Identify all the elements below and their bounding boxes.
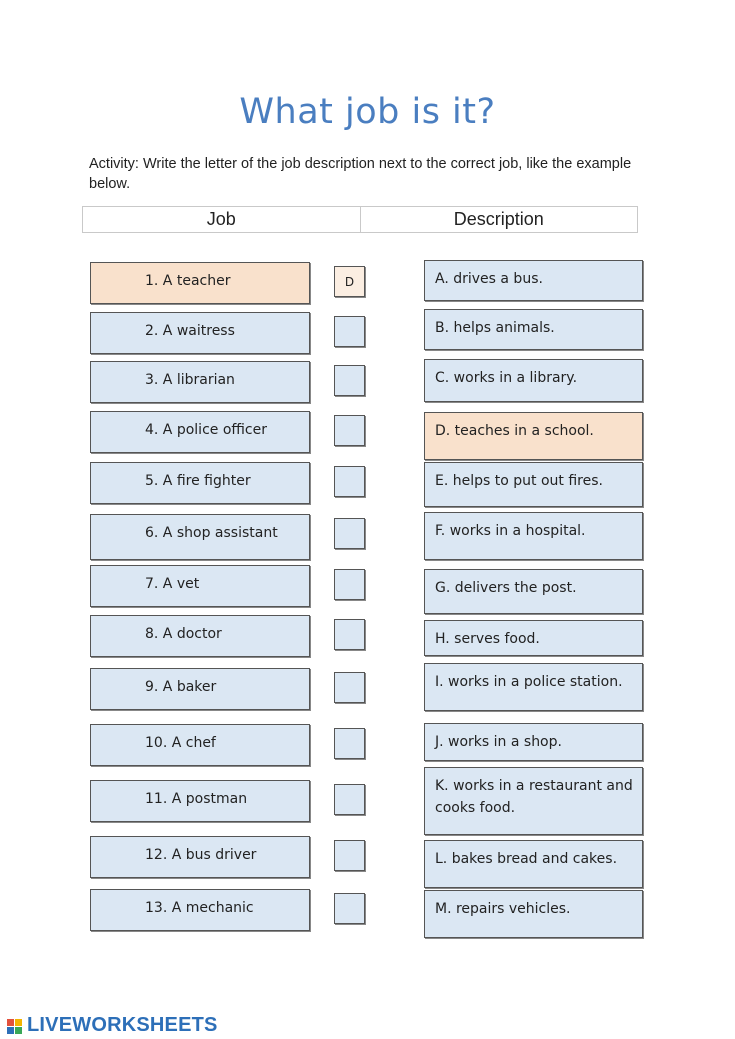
description-text: F. works in a hospital.	[435, 523, 586, 539]
job-item	[90, 514, 310, 560]
description-text: E. helps to put out fires.	[435, 473, 603, 489]
job-label: 3. A librarian	[145, 372, 235, 388]
page-title: What job is it?	[239, 92, 496, 132]
table-header	[82, 206, 638, 233]
description-item	[424, 462, 643, 507]
description-text: L. bakes bread and cakes.	[435, 851, 618, 867]
description-text: B. helps animals.	[435, 320, 555, 336]
answer-input[interactable]	[334, 619, 365, 650]
job-label: 11. A postman	[145, 791, 248, 807]
description-text: I. works in a police station.	[435, 674, 623, 690]
job-label: 7. A vet	[145, 576, 200, 592]
job-item	[90, 361, 310, 403]
description-text: C. works in a library.	[435, 370, 578, 386]
description-item	[424, 412, 643, 460]
job-label: 4. A police officer	[145, 422, 267, 438]
job-label: 2. A waitress	[145, 323, 235, 339]
description-item	[424, 359, 643, 402]
job-label: 10. A chef	[145, 735, 216, 751]
description-item	[424, 890, 643, 938]
description-column-header: Description	[453, 209, 544, 229]
job-column-header: Job	[83, 207, 361, 232]
job-label: 9. A baker	[145, 679, 217, 695]
footer-brand	[6, 1014, 218, 1037]
answer-input[interactable]	[334, 840, 365, 871]
description-text: A. drives a bus.	[435, 271, 543, 287]
answer-letter: D	[344, 275, 355, 289]
answer-input[interactable]	[334, 415, 365, 446]
job-label: 5. A fire fighter	[145, 473, 251, 489]
activity-instructions: Activity: Write the letter of the job description next to the correct job, like the example below.	[89, 156, 632, 192]
job-item	[90, 780, 310, 822]
job-item	[90, 262, 310, 304]
liveworksheets-logo-icon	[6, 1017, 24, 1035]
job-item	[90, 312, 310, 354]
description-item	[424, 840, 643, 888]
description-text: H. serves food.	[435, 631, 540, 647]
answer-input[interactable]	[334, 784, 365, 815]
answer-input[interactable]	[334, 518, 365, 549]
answer-input[interactable]	[334, 672, 365, 703]
job-label: 6. A shop assistant	[145, 525, 278, 541]
job-item	[90, 889, 310, 931]
job-label: 13. A mechanic	[145, 900, 254, 916]
description-text: K. works in a restaurant and cooks food.	[435, 778, 633, 816]
job-item	[90, 836, 310, 878]
description-item	[424, 620, 643, 656]
job-item	[90, 411, 310, 453]
description-text: D. teaches in a school.	[435, 423, 594, 439]
job-item	[90, 615, 310, 657]
description-item	[424, 512, 643, 560]
answer-input[interactable]	[334, 365, 365, 396]
answer-input[interactable]	[334, 893, 365, 924]
answer-input[interactable]	[334, 316, 365, 347]
answer-input[interactable]	[334, 466, 365, 497]
job-label: 12. A bus driver	[145, 847, 257, 863]
description-item	[424, 663, 643, 711]
footer-brand-text: LIVEWORKSHEETS	[27, 1014, 218, 1036]
job-item	[90, 724, 310, 766]
job-item	[90, 462, 310, 504]
job-label: 1. A teacher	[145, 273, 231, 289]
job-item	[90, 565, 310, 607]
answer-input[interactable]	[334, 266, 365, 297]
description-text: J. works in a shop.	[435, 734, 562, 750]
description-item	[424, 767, 643, 835]
answer-input[interactable]	[334, 569, 365, 600]
job-label: 8. A doctor	[145, 626, 222, 642]
description-item	[424, 260, 643, 301]
description-item	[424, 309, 643, 350]
description-text: G. delivers the post.	[435, 580, 577, 596]
description-item	[424, 723, 643, 761]
answer-input[interactable]	[334, 728, 365, 759]
description-text: M. repairs vehicles.	[435, 901, 571, 917]
description-item	[424, 569, 643, 614]
job-item	[90, 668, 310, 710]
